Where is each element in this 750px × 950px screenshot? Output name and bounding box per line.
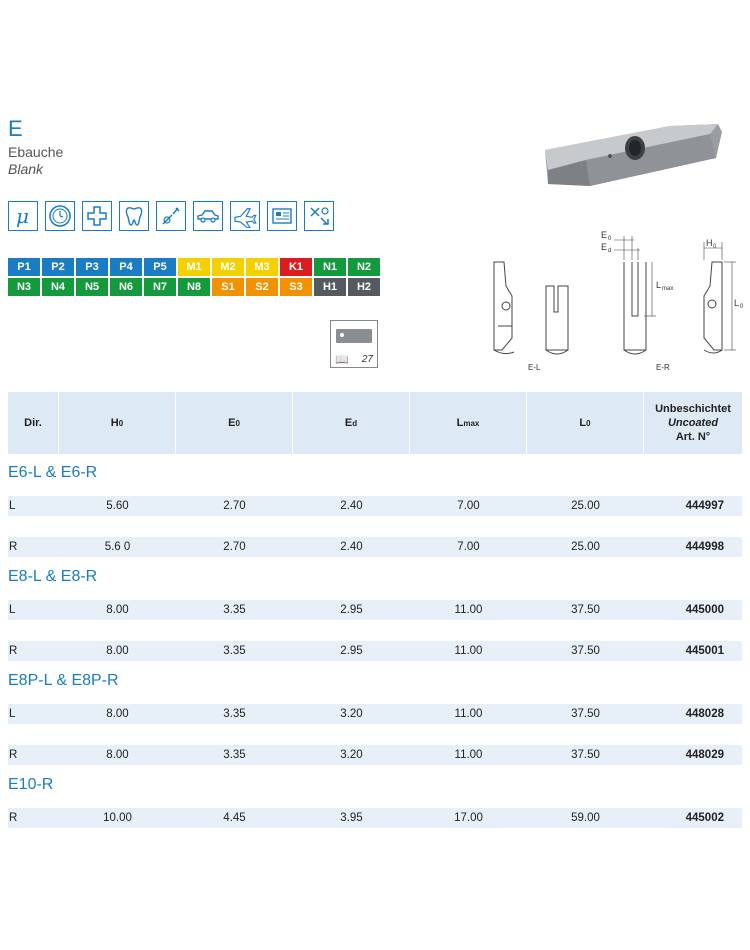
svg-text:0: 0: [713, 244, 717, 250]
cell-dir: L: [9, 500, 16, 512]
catalog-reference: [330, 320, 378, 368]
svg-text:H: H: [706, 238, 713, 248]
table-row: [8, 537, 742, 557]
tooth-icon: [119, 201, 149, 231]
cell-e0: 3.35: [223, 749, 246, 761]
cell-ed: 2.40: [340, 500, 363, 512]
technical-drawing: [484, 226, 744, 376]
grade-chip: N5: [76, 278, 108, 296]
cell-ed: 3.20: [340, 749, 363, 761]
table-row: [8, 641, 742, 661]
medical-cross-icon: [82, 201, 112, 231]
cell-h0: 8.00: [106, 749, 129, 761]
header-ed: E d: [293, 392, 410, 454]
grade-chip: M3: [246, 258, 278, 276]
grade-chip: P1: [8, 258, 40, 276]
cell-e0: 3.35: [223, 604, 246, 616]
cell-lmax: 11.00: [454, 645, 483, 657]
cell-h0: 8.00: [106, 645, 129, 657]
airplane-icon: [230, 201, 260, 231]
table-header: [8, 392, 742, 454]
cell-art: 444997: [685, 500, 724, 512]
cell-h0: 5.60: [106, 500, 129, 512]
grade-chip: M2: [212, 258, 244, 276]
cell-l0: 37.50: [571, 645, 600, 657]
group-title: E10-R: [8, 776, 54, 793]
group-title: E8P-L & E8P-R: [8, 672, 119, 689]
grade-chip: P4: [110, 258, 142, 276]
cell-ed: 3.95: [340, 812, 363, 824]
svg-text:E: E: [601, 230, 608, 240]
header-dir: Dir.: [8, 392, 59, 454]
blank-tool-image: [540, 118, 725, 200]
cell-ed: 3.20: [340, 708, 363, 720]
cell-dir: R: [9, 645, 18, 657]
page-title: E: [8, 116, 23, 141]
grade-chip: M1: [178, 258, 210, 276]
cell-ed: 2.95: [340, 645, 363, 657]
svg-text:μ: μ: [16, 204, 29, 228]
cell-lmax: 17.00: [454, 812, 483, 824]
grade-chip: P5: [144, 258, 176, 276]
cell-h0: 8.00: [106, 604, 129, 616]
grade-chip: S1: [212, 278, 244, 296]
watch-icon: [45, 201, 75, 231]
cell-e0: 2.70: [223, 500, 246, 512]
cell-l0: 37.50: [571, 604, 600, 616]
header-h0: H 0: [59, 392, 176, 454]
grade-chip: P3: [76, 258, 108, 276]
cell-e0: 4.45: [223, 812, 246, 824]
material-grades-grid: [8, 258, 380, 296]
cell-h0: 5.6 0: [104, 541, 131, 553]
grade-chip: P2: [42, 258, 74, 276]
cell-e0: 3.35: [223, 645, 246, 657]
cell-lmax: 11.00: [454, 749, 483, 761]
table-row: [8, 496, 742, 516]
cell-dir: R: [9, 812, 18, 824]
micro-icon: [8, 201, 38, 231]
svg-text:d: d: [608, 248, 612, 254]
svg-text:L: L: [734, 298, 740, 308]
cell-dir: R: [9, 541, 18, 553]
cell-l0: 37.50: [571, 749, 600, 761]
cell-ed: 2.95: [340, 604, 363, 616]
grade-chip: N3: [8, 278, 40, 296]
grade-chip: N2: [348, 258, 380, 276]
cell-e0: 3.35: [223, 708, 246, 720]
grade-chip: N8: [178, 278, 210, 296]
grade-chip: N6: [110, 278, 142, 296]
header-art-no: Unbeschichtet Uncoated Art. N°: [655, 403, 731, 443]
svg-text:max: max: [662, 286, 674, 292]
reference-page-number: 27: [361, 354, 373, 365]
cell-e0: 2.70: [223, 541, 246, 553]
cell-dir: L: [9, 708, 16, 720]
grade-chip: N4: [42, 278, 74, 296]
svg-text:E: E: [601, 242, 608, 252]
cell-art: 445000: [685, 604, 724, 616]
cell-art: 448028: [685, 708, 724, 720]
book-icon: 📖: [335, 354, 349, 366]
group-title: E8-L & E8-R: [8, 568, 98, 585]
electronics-icon: [267, 201, 297, 231]
subtitle-german: Ebauche: [8, 144, 64, 160]
table-row: [8, 745, 742, 765]
jewelry-tools-icon: [156, 201, 186, 231]
header-l0: L 0: [527, 392, 644, 454]
subtitle-english: Blank: [8, 161, 44, 177]
cell-art: 445002: [685, 812, 724, 824]
drawing-label-left: E-L: [528, 363, 541, 372]
table-row: [8, 704, 742, 724]
cell-l0: 25.00: [571, 500, 600, 512]
table-row: [8, 808, 742, 828]
car-icon: [193, 201, 223, 231]
grade-chip: K1: [280, 258, 312, 276]
svg-text:0: 0: [740, 304, 744, 310]
grade-chip: N1: [314, 258, 346, 276]
table-row: [8, 600, 742, 620]
grade-chip: H2: [348, 278, 380, 296]
cell-h0: 8.00: [106, 708, 129, 720]
cell-ed: 2.40: [340, 541, 363, 553]
cell-lmax: 11.00: [454, 708, 483, 720]
group-title: E6-L & E6-R: [8, 464, 98, 481]
grade-chip: S3: [280, 278, 312, 296]
cell-art: 445001: [685, 645, 724, 657]
svg-text:L: L: [656, 280, 662, 290]
cell-h0: 10.00: [103, 812, 132, 824]
application-icons: [8, 201, 334, 231]
cell-art: 444998: [685, 541, 724, 553]
header-lmax: L max: [410, 392, 527, 454]
cell-lmax: 7.00: [457, 500, 480, 512]
svg-text:0: 0: [608, 236, 612, 242]
cell-art: 448029: [685, 749, 724, 761]
cell-lmax: 11.00: [454, 604, 483, 616]
header-e0: E 0: [176, 392, 293, 454]
drawing-label-right: E-R: [656, 363, 670, 372]
grade-chip: S2: [246, 278, 278, 296]
cell-l0: 59.00: [571, 812, 600, 824]
cell-lmax: 7.00: [457, 541, 480, 553]
cell-dir: R: [9, 749, 18, 761]
grade-chip: N7: [144, 278, 176, 296]
tools-icon: [304, 201, 334, 231]
cell-dir: L: [9, 604, 16, 616]
grade-chip: H1: [314, 278, 346, 296]
cell-l0: 25.00: [571, 541, 600, 553]
cell-l0: 37.50: [571, 708, 600, 720]
